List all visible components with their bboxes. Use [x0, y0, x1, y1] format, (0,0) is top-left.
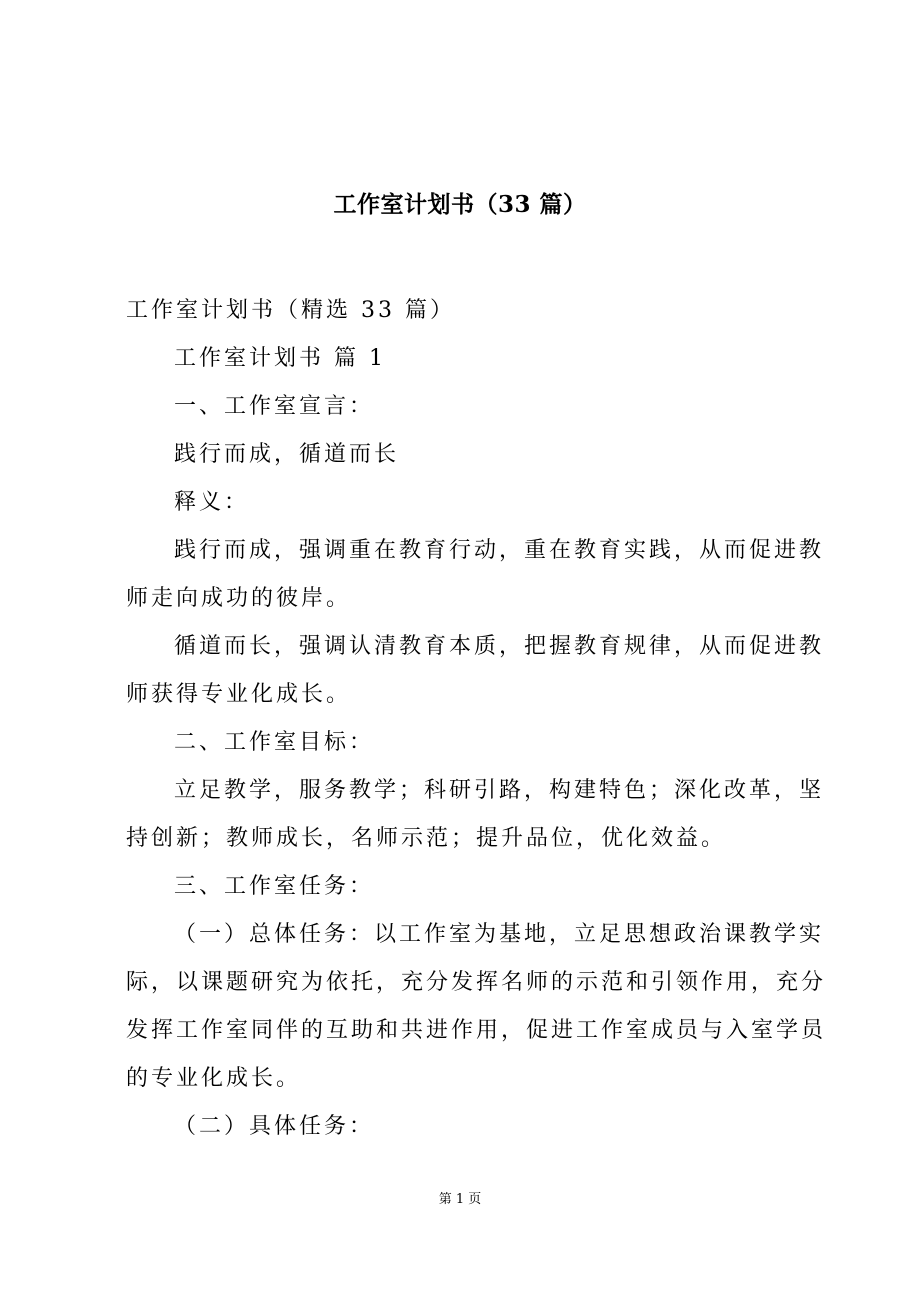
heading-explanation: 释义： [174, 490, 250, 515]
section-heading: 工作室计划书 篇 1 [174, 346, 386, 371]
paragraph-line: 持创新；教师成长，名师示范；提升品位，优化效益。 [126, 826, 727, 851]
paragraph-line: 践行而成，强调重在教育行动，重在教育实践，从而促进教 [174, 538, 825, 563]
heading-tasks: 三、工作室任务： [174, 874, 375, 899]
paragraph-line: 循道而长，强调认清教育本质，把握教育规律，从而促进教 [174, 634, 825, 659]
paragraph-line: 际，以课题研究为依托，充分发挥名师的示范和引领作用，充分 [126, 970, 827, 995]
document-body [126, 287, 827, 1151]
paragraph-line: 师获得专业化成长。 [126, 682, 352, 707]
paragraph-line: 师走向成功的彼岸。 [126, 586, 352, 611]
heading-declaration: 一、工作室宣言： [174, 394, 375, 419]
document-title: 工作室计划书（33 篇） [333, 191, 587, 218]
paragraph-line: 的专业化成长。 [126, 1066, 302, 1091]
heading-goals: 二、工作室目标： [174, 730, 375, 755]
heading-specific-tasks: （二）具体任务： [174, 1114, 375, 1139]
paragraph-line: 践行而成，循道而长 [174, 442, 400, 467]
paragraph-line: （一）总体任务：以工作室为基地，立足思想政治课教学实 [174, 922, 825, 947]
paragraph-line: 立足教学，服务教学；科研引路，构建特色；深化改革，坚 [174, 778, 825, 803]
page-number: 第 1 页 [438, 1192, 482, 1207]
paragraph-line: 发挥工作室同伴的互助和共进作用，促进工作室成员与入室学员 [126, 1018, 827, 1043]
subtitle-line: 工作室计划书（精选 33 篇） [126, 298, 455, 323]
